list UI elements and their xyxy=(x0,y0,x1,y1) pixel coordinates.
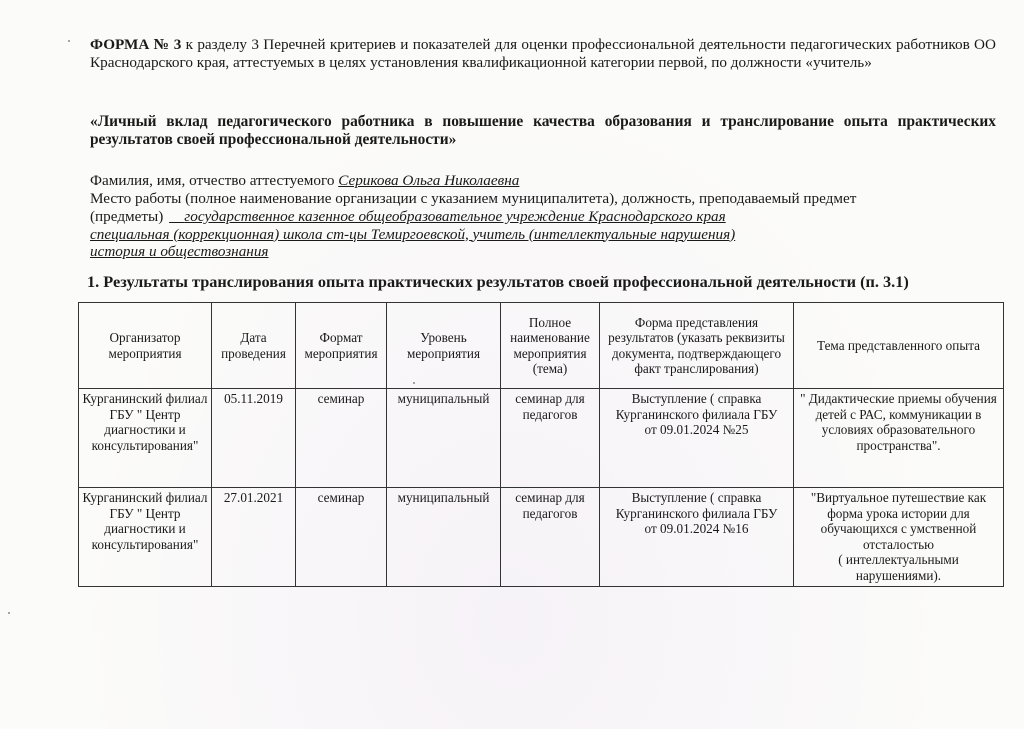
results-table xyxy=(78,302,1004,587)
cell-experience-topic: " Дидактические приемы обучения детей с РАС, коммуникации в условиях образовательного пространства". xyxy=(794,389,1004,488)
cell-format: семинар xyxy=(296,488,387,587)
scan-speck xyxy=(413,382,415,384)
result-form-reference: от 09.01.2024 №25 xyxy=(644,422,749,437)
cell-result-form xyxy=(600,389,794,488)
experience-topic-note: ( интеллектуальными нарушениями). xyxy=(838,552,959,583)
cell-format: семинар xyxy=(296,389,387,488)
work-subjects-label: (предметы) xyxy=(90,208,164,225)
form-intro-paragraph xyxy=(90,36,996,71)
result-form-text: Выступление ( справка Курганинского филиала ГБУ xyxy=(615,490,778,521)
work-line-2 xyxy=(90,208,996,226)
cell-level: муниципальный xyxy=(387,389,501,488)
form-intro-text: к разделу 3 Перечней критериев и показателей для оценки профессиональной деятельности педагогических работников ОО Краснодарского края, аттестуемых в целях установления квалификационной категории первой, по должности «учитель» xyxy=(90,36,996,71)
header-result-form: Форма представления результатов (указать реквизиты документа, подтверждающего факт транслирования) xyxy=(600,303,794,389)
table-header-row xyxy=(79,303,1004,389)
section-heading: 1. Результаты транслирования опыта практических результатов своей профессиональной деятельности (п. 3.1) xyxy=(87,272,909,291)
table-row xyxy=(79,488,1004,587)
result-form-reference: от 09.01.2024 №16 xyxy=(644,521,749,536)
cell-organizer: Курганинский филиал ГБУ " Центр диагностики и консультирования" xyxy=(79,389,212,488)
work-line-4 xyxy=(90,243,996,261)
work-organization-value: государственное казенное общеобразовательное учреждение Краснодарского края xyxy=(184,208,726,225)
cell-level: муниципальный xyxy=(387,488,501,587)
work-school-position-value: специальная (коррекционная) школа ст-цы Темиргоевской, учитель (интеллектуальные нарушения) xyxy=(90,225,736,243)
table-row xyxy=(79,389,1004,488)
work-subjects-value: история и обществознания xyxy=(90,243,269,260)
scan-speck xyxy=(68,40,70,42)
cell-result-form xyxy=(600,488,794,587)
cell-organizer: Курганинский филиал ГБУ " Центр диагностики и консультирования" xyxy=(79,488,212,587)
work-place-label: Место работы (полное наименование организации с указанием муниципалитета), должность, преподаваемый предмет xyxy=(90,190,857,207)
experience-topic-text: "Виртуальное путешествие как форма урока истории для обучающихся с умственной отсталостью xyxy=(810,490,987,552)
header-date: Дата проведения xyxy=(212,303,296,389)
result-form-text: Выступление ( справка Курганинского филиала ГБУ xyxy=(615,391,778,422)
document-title: «Личный вклад педагогического работника в повышение качества образования и транслирование опыта практических результатов своей профессиональной деятельности» xyxy=(90,113,996,148)
scan-speck xyxy=(8,612,10,614)
header-organizer: Организатор мероприятия xyxy=(79,303,212,389)
applicant-fio-line xyxy=(90,172,996,190)
work-line-3 xyxy=(90,226,996,244)
fio-label: Фамилия, имя, отчество аттестуемого xyxy=(90,172,335,189)
header-format: Формат мероприятия xyxy=(296,303,387,389)
header-level: Уровень мероприятия xyxy=(387,303,501,389)
form-number-label: ФОРМА № 3 xyxy=(90,36,182,53)
cell-date: 05.11.2019 xyxy=(212,389,296,488)
cell-date: 27.01.2021 xyxy=(212,488,296,587)
cell-experience-topic xyxy=(794,488,1004,587)
header-event-name: Полное наименование мероприятия (тема) xyxy=(501,303,600,389)
fio-value: Серикова Ольга Николаевна xyxy=(338,172,520,189)
cell-event-name: семинар для педагогов xyxy=(501,389,600,488)
work-place-value xyxy=(90,208,996,261)
cell-event-name: семинар для педагогов xyxy=(501,488,600,587)
header-experience-topic: Тема представленного опыта xyxy=(794,303,1004,389)
